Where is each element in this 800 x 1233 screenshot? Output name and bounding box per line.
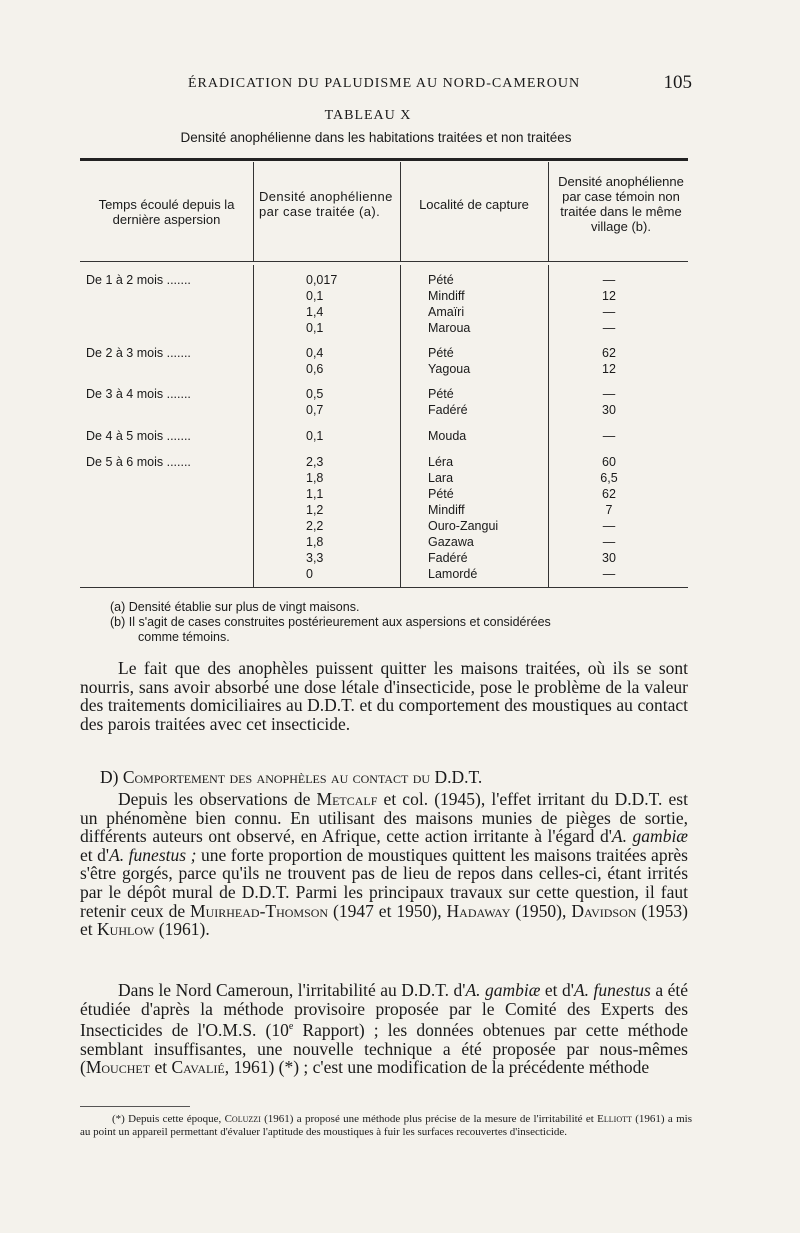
- cell-treated-density: 0: [306, 567, 313, 581]
- cell-treated-density: 1,4: [306, 305, 324, 319]
- cell-control-density: —: [602, 387, 616, 401]
- cell-locality: Fadéré: [428, 403, 468, 417]
- cell-control-density: 30: [602, 551, 616, 565]
- cell-period: De 2 à 3 mois .......: [86, 346, 191, 360]
- cell-control-density: —: [602, 273, 616, 287]
- cell-locality: Pété: [428, 387, 454, 401]
- cell-locality: Pété: [428, 273, 454, 287]
- cell-locality: Pété: [428, 487, 454, 501]
- column-header-treated-density: Densité anophélienne par case traitée (a).: [259, 189, 393, 219]
- cell-control-density: 30: [602, 403, 616, 417]
- cell-locality: Maroua: [428, 321, 471, 335]
- cell-locality: Gazawa: [428, 535, 474, 549]
- species-name: A. gambiæ: [611, 826, 688, 847]
- cell-treated-density: 0,1: [306, 321, 324, 335]
- cell-treated-density: 0,7: [306, 403, 324, 417]
- column-divider: [548, 162, 549, 261]
- table-top-rule: [80, 158, 688, 161]
- cell-locality: Mouda: [428, 429, 467, 443]
- column-divider: [400, 265, 401, 587]
- column-divider: [253, 162, 254, 261]
- section-heading-text: Comportement des anophèles au contact du: [122, 767, 431, 787]
- author-name: Elliott: [597, 1113, 632, 1125]
- cell-treated-density: 0,1: [306, 289, 324, 303]
- cell-control-density: 62: [602, 487, 616, 501]
- author-name: Metcalf: [316, 789, 378, 809]
- section-heading: [100, 767, 482, 788]
- cell-treated-density: 1,8: [306, 535, 324, 549]
- cell-treated-density: 0,4: [306, 346, 324, 360]
- cell-treated-density: 3,3: [306, 551, 324, 565]
- cell-control-density: —: [602, 321, 616, 335]
- author-name: Davidson: [571, 900, 637, 921]
- column-header-time: Temps écoulé depuis la dernière aspersion: [98, 197, 235, 227]
- cell-control-density: —: [602, 429, 616, 443]
- author-name: Muirhead-Thomson: [190, 900, 329, 921]
- cell-control-density: 7: [605, 503, 613, 517]
- column-header-control-density: Densité anophélienne par case témoin non traitée dans le même village (b).: [558, 174, 684, 234]
- paragraph-3: [80, 981, 688, 1077]
- cell-treated-density: 0,6: [306, 362, 324, 376]
- cell-treated-density: 0,017: [306, 273, 338, 287]
- author-name: Kuhlow: [97, 919, 155, 940]
- cell-control-density: —: [602, 519, 616, 533]
- cell-locality: Amaïri: [428, 305, 465, 319]
- footnote-separator: [80, 1106, 190, 1107]
- cell-locality: Léra: [428, 455, 454, 469]
- cell-treated-density: 1,2: [306, 503, 324, 517]
- cell-locality: Mindiff: [428, 289, 465, 303]
- table-note-b: (b) Il s'agit de cases construites postérieurement aux aspersions et considérées: [110, 615, 551, 629]
- cell-treated-density: 2,3: [306, 455, 324, 469]
- cell-period: De 4 à 5 mois .......: [86, 429, 191, 443]
- section-heading-suffix: D.D.T.: [430, 767, 483, 787]
- cell-control-density: 6,5: [600, 471, 618, 485]
- author-name: Hadaway: [446, 900, 511, 921]
- species-name: A. gambiæ: [465, 980, 541, 1000]
- cell-treated-density: 2,2: [306, 519, 324, 533]
- species-name: A. funestus ;: [109, 844, 197, 865]
- table-label: TABLEAU X: [324, 108, 412, 123]
- author-name: Cavalié: [171, 1057, 225, 1078]
- cell-period: De 3 à 4 mois .......: [86, 387, 191, 401]
- paragraph-2: [80, 790, 688, 939]
- cell-treated-density: 0,5: [306, 387, 324, 401]
- cell-locality: Ouro-Zangui: [428, 519, 499, 533]
- column-header-locality: Localité de capture: [419, 197, 529, 212]
- table-header-rule: [80, 261, 688, 262]
- cell-locality: Yagoua: [428, 362, 471, 376]
- cell-treated-density: 0,1: [306, 429, 324, 443]
- paragraph-2-text: Depuis les observations de Metcalf et col. (1945), l'effet irritant du D.D.T. est un phénomène bien connu. En utilisant des maisons munies de pièges de sortie, différents auteurs ont observé, en Afrique, cette action irritante à l'égard d'A. gambiæ et d'A. funestus ; une forte proportion de moustiques quittent les maisons traitées après s'être gorgés, parce qu'ils ne trouvent pas de lieu de repos dans celles-ci, étant irrités par le dépôt mural de D.D.T. Parmi les principaux travaux sur cette question, il faut retenir ceux de Muirhead-Thomson (1947 et 1950), Hadaway (1950), Davidson (1953) et Kuhlow (1961).: [80, 789, 689, 940]
- paragraph-3-text: Dans le Nord Cameroun, l'irritabilité au D.D.T. d'A. gambiæ et d'A. funestus a été étudiée d'après la méthode provisoire proposée par le Comité des Experts des Insecticides de l'O.M.S. (10e Rapport) ; les données obtenues par cette méthode semblant insuffisantes, une nouvelle technique a été proposée par nous-mêmes (Mouchet et Cavalié, 1961) (*) ; c'est une modification de la précédente méthode: [80, 980, 688, 1078]
- cell-locality: Pété: [428, 346, 454, 360]
- footnote-text: (*) Depuis cette époque, Coluzzi (1961) a proposé une méthode plus précise de la mesure de l'irritabilité et Elliott (1961) a mis au point un appareil permettant d'évaluer l'aptitude des moustiques à fuir les surfaces recouvertes d'insecticide.: [80, 1113, 692, 1138]
- author-name: Mouchet: [85, 1057, 151, 1078]
- table-note-b-continued: comme témoins.: [138, 630, 230, 644]
- cell-period: De 1 à 2 mois .......: [86, 273, 191, 287]
- cell-control-density: 12: [602, 289, 616, 303]
- cell-control-density: 60: [602, 455, 616, 469]
- author-name: Coluzzi: [224, 1113, 261, 1125]
- cell-locality: Lamordé: [428, 567, 478, 581]
- footnote: [80, 1113, 692, 1139]
- section-heading-prefix: D): [100, 767, 123, 787]
- table-caption: Densité anophélienne dans les habitations traitées et non traitées: [180, 130, 572, 145]
- table-note-a: (a) Densité établie sur plus de vingt maisons.: [110, 600, 360, 614]
- species-name: A. funestus: [573, 980, 651, 1000]
- column-divider: [253, 265, 254, 587]
- paragraph-1-text: Le fait que des anophèles puissent quitter les maisons traitées, où ils se sont nourris, sans avoir absorbé une dose létale d'insecticide, pose le problème de la valeur des traitements domiciliaires au D.D.T. et du comportement des moustiques au contact des parois traitées avec cet insecticide.: [80, 658, 688, 734]
- cell-control-density: —: [602, 305, 616, 319]
- cell-control-density: —: [602, 567, 616, 581]
- cell-locality: Fadéré: [428, 551, 468, 565]
- cell-control-density: —: [602, 535, 616, 549]
- cell-locality: Lara: [428, 471, 454, 485]
- table-bottom-rule: [80, 587, 688, 588]
- cell-treated-density: 1,8: [306, 471, 324, 485]
- column-divider: [548, 265, 549, 587]
- cell-period: De 5 à 6 mois .......: [86, 455, 191, 469]
- cell-control-density: 12: [602, 362, 616, 376]
- running-title: ÉRADICATION DU PALUDISME AU NORD-CAMEROUN: [188, 76, 581, 91]
- page-number: 105: [663, 72, 692, 93]
- cell-locality: Mindiff: [428, 503, 465, 517]
- column-divider: [400, 162, 401, 261]
- cell-treated-density: 1,1: [306, 487, 324, 501]
- paragraph-1: [80, 659, 688, 733]
- cell-control-density: 62: [602, 346, 616, 360]
